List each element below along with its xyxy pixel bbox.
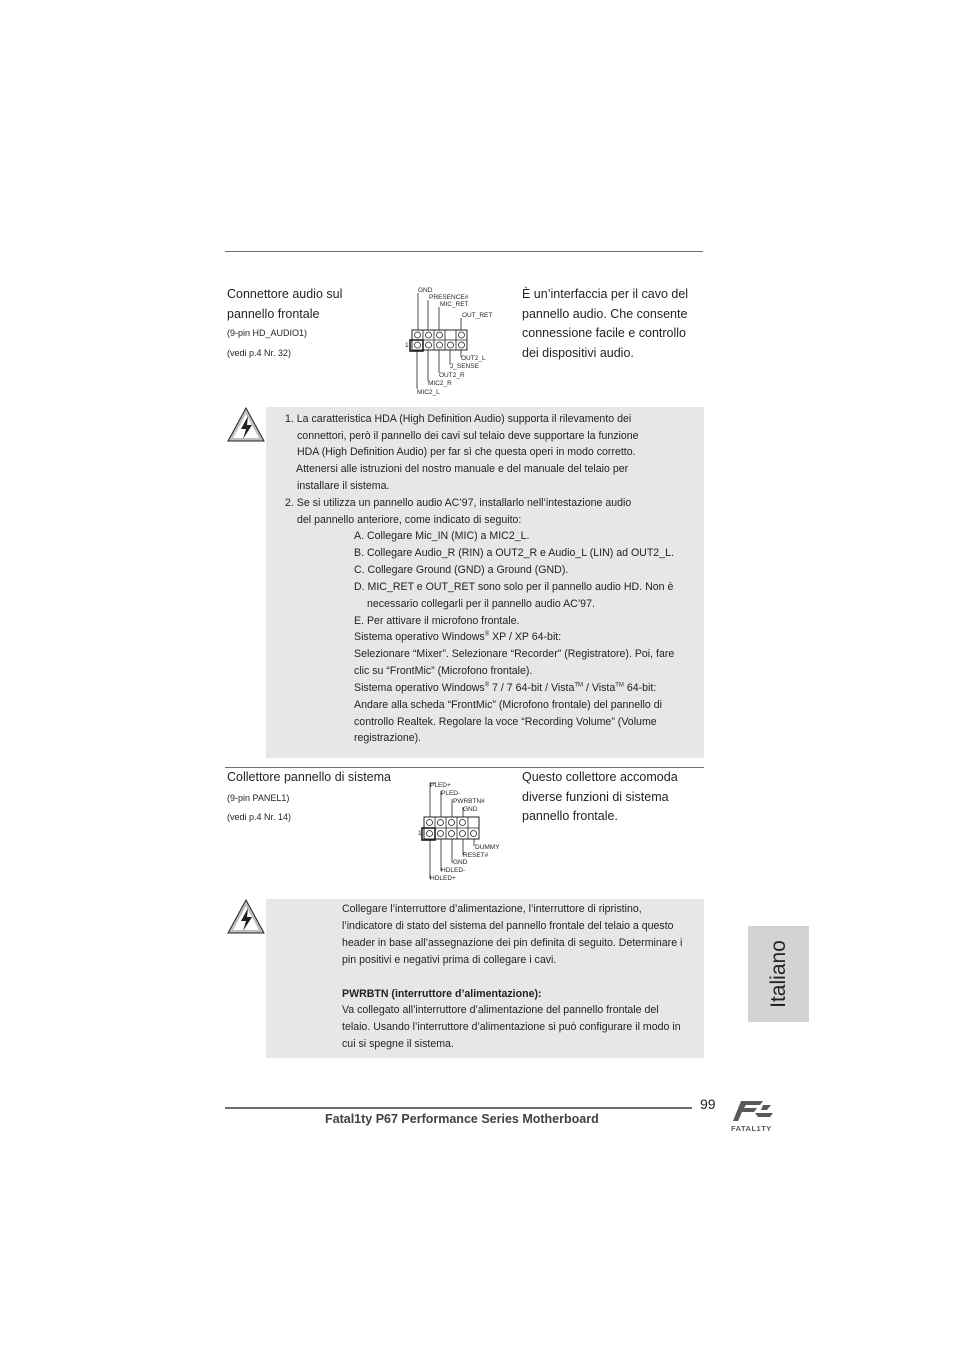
- os2-mid2: / Vista: [583, 682, 616, 694]
- audio-desc-line: dei dispositivi audio.: [522, 345, 634, 360]
- pin-label-pwrbtn: PWRBTN#: [453, 798, 485, 805]
- note1-line: installare il sistema.: [297, 480, 390, 492]
- footer-title: Fatal1ty P67 Performance Series Motherboard: [325, 1112, 599, 1126]
- note1-line: connettori, però il pannello dei cavi sul telaio deve supportare la funzione: [297, 430, 639, 442]
- pin-label-hdled-minus: HDLED-: [441, 867, 466, 874]
- note1-line: HDA (High Definition Audio) per far sì che questa operi in modo corretto.: [297, 446, 636, 458]
- note1-line: del pannello anteriore, come indicato di seguito:: [297, 514, 522, 526]
- note2-line: pin positivi e negativi prima di collegare i cavi.: [342, 954, 557, 966]
- fatal1ty-logo-text: FATAL1TY: [731, 1124, 772, 1133]
- pin-label-gnd-bottom: GND: [453, 859, 468, 866]
- panel-desc-line: Questo collettore accomoda: [522, 770, 678, 784]
- panel-ref: (vedi p.4 Nr. 14): [227, 812, 292, 822]
- note2-line: header in base all’assegnazione dei pin definita di seguito. Determinare i: [342, 937, 683, 949]
- note1-line: 1. La caratteristica HDA (High Definition Audio) supporta il rilevamento dei: [285, 413, 632, 425]
- note1-line: controllo Realtek. Regolare la voce “Recording Volume” (Volume: [354, 716, 657, 728]
- note2-line: telaio. Usando l’interruttore d’alimentazione si può configurare il modo in: [342, 1021, 681, 1033]
- note1-line: clic su “FrontMic” (Microfono frontale).: [354, 665, 533, 677]
- pin-label-1: 1: [405, 342, 409, 349]
- note1-os-line: [354, 629, 561, 646]
- os2-mid1: 7 / 7 64-bit / Vista: [489, 682, 575, 694]
- note1-line: 2. Se si utilizza un pannello audio AC’97, installarlo nell’intestazione audio: [285, 497, 632, 509]
- note1-line: C. Collegare Ground (GND) a Ground (GND).: [354, 564, 569, 576]
- pin-label-mic2-r: MIC2_R: [428, 380, 452, 387]
- pin-label-presence: PRESENCE#: [429, 294, 469, 301]
- footer-rule: [225, 1107, 692, 1109]
- note2-line: cui si spegne il sistema.: [342, 1038, 454, 1050]
- fatal1ty-logo: [733, 1099, 781, 1135]
- reg-mark: ®: [484, 631, 490, 638]
- tm-mark: TM: [615, 682, 624, 689]
- note1-line: A. Collegare Mic_IN (MIC) a MIC2_L.: [354, 530, 530, 542]
- note1-line: necessario collegarli per il pannello audio AC’97.: [367, 598, 595, 610]
- note1-line: Andare alla scheda “FrontMic” (Microfono frontale) del pannello di: [354, 699, 662, 711]
- warning-icon: [226, 406, 266, 444]
- note2-line: Va collegato all’interruttore d’alimentazione del pannello frontale del: [342, 1004, 659, 1016]
- os2-prefix: Sistema operativo Windows: [354, 682, 485, 694]
- tm-mark: TM: [574, 682, 584, 689]
- panel-desc-line: diverse funzioni di sistema: [522, 789, 669, 804]
- os1-suffix: XP / XP 64-bit:: [489, 631, 562, 643]
- pin-label-j-sense: J_SENSE: [450, 363, 479, 370]
- audio-title-line1: Connettore audio sul: [227, 287, 343, 301]
- pin-label-mic2-l: MIC2_L: [417, 389, 440, 396]
- pin-label-pled-plus: PLED+: [430, 782, 451, 789]
- panel-desc-line: pannello frontale.: [522, 809, 618, 823]
- panel-pin-diagram: [418, 780, 503, 882]
- audio-title-line2: pannello frontale: [227, 306, 320, 321]
- audio-desc-line: pannello audio. Che consente: [522, 306, 688, 321]
- pin-label-hdled-plus: HDLED+: [430, 875, 456, 882]
- top-rule: [225, 251, 703, 252]
- pin-label-1: 1: [418, 830, 422, 837]
- audio-desc-line: È un’interfaccia per il cavo del: [522, 287, 689, 301]
- pin-label-dummy: DUMMY: [475, 844, 500, 851]
- page-number: 99: [700, 1096, 716, 1112]
- panel-description: [522, 768, 678, 827]
- pin-label-gnd-top: GND: [463, 806, 478, 813]
- note1-os-line: [354, 680, 656, 697]
- pin-label-gnd: GND: [418, 287, 433, 294]
- note1-line: Selezionare “Mixer”. Selezionare “Recorder” (Registratore). Poi, fare: [354, 648, 675, 660]
- panel-title: Collettore pannello di sistema: [227, 770, 391, 784]
- note1-line: registrazione).: [354, 732, 422, 744]
- pin-label-out2-l: OUT2_L: [461, 355, 486, 362]
- note2-line: Collegare l’interruttore d’alimentazione, l’interruttore di ripristino,: [342, 903, 642, 915]
- note1-line: B. Collegare Audio_R (RIN) a OUT2_R e Audio_L (LIN) ad OUT2_L.: [354, 547, 674, 559]
- warning-icon: [226, 898, 266, 936]
- note1-line: D. MIC_RET e OUT_RET sono solo per il pannello audio HD. Non è: [354, 581, 674, 593]
- pin-label-reset: RESET#: [463, 852, 489, 859]
- panel-pin-spec: (9-pin PANEL1): [227, 793, 290, 803]
- note1-line: E. Per attivare il microfono frontale.: [354, 615, 520, 627]
- audio-description: [522, 285, 688, 363]
- audio-title: [227, 285, 342, 324]
- fatal1ty-logo-mark: [733, 1099, 781, 1123]
- audio-pin-diagram: [405, 285, 510, 400]
- reg-mark: ®: [484, 682, 490, 689]
- audio-ref: (vedi p.4 Nr. 32): [227, 348, 292, 358]
- pin-label-out-ret: OUT_RET: [462, 312, 493, 319]
- pin-label-out2-r: OUT2_R: [439, 372, 465, 379]
- language-tab-label: Italiano: [766, 940, 790, 1008]
- os2-suffix: 64-bit:: [623, 682, 657, 694]
- note2-heading: PWRBTN (interruttore d’alimentazione):: [342, 988, 542, 1000]
- pin-label-mic-ret: MIC_RET: [440, 301, 469, 308]
- note2-line: l’indicatore di stato del sistema del pannello frontale del telaio a questo: [342, 920, 674, 932]
- audio-pin-spec: (9-pin HD_AUDIO1): [227, 328, 308, 338]
- language-tab: [748, 926, 809, 1022]
- os1-prefix: Sistema operativo Windows: [354, 631, 485, 643]
- note1-line: Attenersi alle istruzioni del nostro manuale e del manuale del telaio per: [296, 463, 629, 475]
- pin-label-pled-minus: PLED-: [441, 790, 461, 797]
- audio-desc-line: connessione facile e controllo: [522, 326, 686, 340]
